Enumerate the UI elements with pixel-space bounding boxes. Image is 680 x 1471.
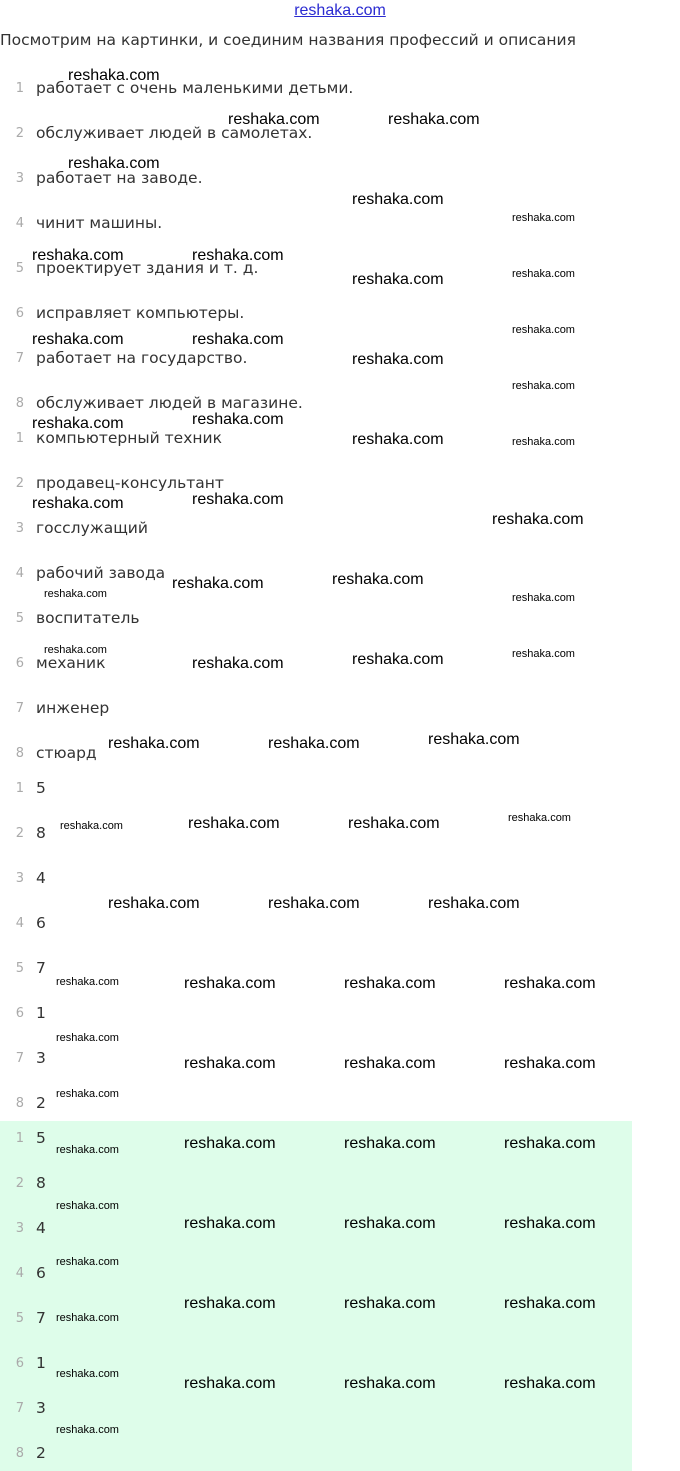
watermark: reshaka.com: [184, 1375, 276, 1392]
watermark: reshaka.com: [56, 1088, 119, 1100]
watermark: reshaka.com: [192, 655, 284, 672]
watermark: reshaka.com: [192, 491, 284, 508]
watermark: reshaka.com: [172, 575, 264, 592]
watermark: reshaka.com: [428, 895, 520, 912]
watermark: reshaka.com: [492, 511, 584, 528]
list-item-number: 7: [15, 351, 24, 366]
list-item-text: чинит машины.: [36, 214, 163, 232]
watermark: reshaka.com: [344, 1375, 436, 1392]
list-item-number: 8: [15, 1096, 24, 1111]
list-item-number: 2: [15, 126, 24, 141]
watermark: reshaka.com: [68, 67, 160, 84]
watermark: reshaka.com: [60, 820, 123, 832]
list-item-text: 2: [36, 1444, 46, 1462]
list-item-number: 1: [15, 81, 24, 96]
list-item-text: 6: [36, 1264, 46, 1282]
list-item-text: продавец-консультант: [36, 474, 224, 492]
list-item-number: 3: [15, 171, 24, 186]
list-item-number: 6: [15, 306, 24, 321]
list-item-text: работает на государство.: [36, 349, 248, 367]
list-item-number: 5: [15, 611, 24, 626]
watermark: reshaka.com: [504, 1135, 596, 1152]
watermark: reshaka.com: [32, 331, 124, 348]
list-item-text: 8: [36, 1174, 46, 1192]
watermark: reshaka.com: [184, 1295, 276, 1312]
list-item-text: 8: [36, 824, 46, 842]
list-item-number: 5: [15, 1311, 24, 1326]
list-item-number: 4: [15, 1266, 24, 1281]
watermark: reshaka.com: [44, 644, 107, 656]
watermark: reshaka.com: [56, 1312, 119, 1324]
list-item-text: работает на заводе.: [36, 169, 203, 187]
list-item-text: рабочий завода: [36, 564, 166, 582]
watermark: reshaka.com: [268, 735, 360, 752]
watermark: reshaka.com: [344, 1295, 436, 1312]
list-item-text: работает с очень маленькими детьми.: [36, 79, 354, 97]
list-item-number: 2: [15, 1176, 24, 1191]
list-item-text: проектирует здания и т. д.: [36, 259, 259, 277]
watermark: reshaka.com: [32, 247, 124, 264]
list-item-text: инженер: [36, 699, 110, 717]
watermark: reshaka.com: [504, 1215, 596, 1232]
list-item-number: 5: [15, 261, 24, 276]
list-item-text: стюард: [36, 744, 97, 762]
watermark: reshaka.com: [512, 268, 575, 280]
list-item-number: 7: [15, 1051, 24, 1066]
watermark: reshaka.com: [508, 812, 571, 824]
watermark: reshaka.com: [56, 1200, 119, 1212]
list-item-number: 3: [15, 1221, 24, 1236]
list-item-text: 3: [36, 1399, 46, 1417]
watermark: reshaka.com: [184, 975, 276, 992]
list-item-text: компьютерный техник: [36, 429, 222, 447]
list-item-text: обслуживает людей в магазине.: [36, 394, 303, 412]
list-item-number: 8: [15, 396, 24, 411]
list-item-text: 1: [36, 1354, 46, 1372]
list-item-text: 2: [36, 1094, 46, 1112]
watermark: reshaka.com: [228, 111, 320, 128]
list-item-number: 3: [15, 871, 24, 886]
list-item-number: 1: [15, 1131, 24, 1146]
list-item-number: 2: [15, 826, 24, 841]
list-item-text: исправляет компьютеры.: [36, 304, 245, 322]
list-item-text: обслуживает людей в самолетах.: [36, 124, 313, 142]
watermark: reshaka.com: [512, 592, 575, 604]
list-item-number: 6: [15, 1356, 24, 1371]
watermark: reshaka.com: [68, 155, 160, 172]
watermark: reshaka.com: [192, 411, 284, 428]
list-item-text: 5: [36, 1129, 46, 1147]
list-item-number: 4: [15, 566, 24, 581]
watermark: reshaka.com: [344, 975, 436, 992]
watermark: reshaka.com: [512, 436, 575, 448]
list-item-text: 1: [36, 1004, 46, 1022]
watermark: reshaka.com: [108, 735, 200, 752]
watermark: reshaka.com: [56, 1368, 119, 1380]
watermark: reshaka.com: [32, 415, 124, 432]
watermark: reshaka.com: [332, 571, 424, 588]
task-title: Посмотрим на картинки, и соединим названия профессий и описания: [0, 31, 576, 49]
list-item-text: воспитатель: [36, 609, 140, 627]
watermark: reshaka.com: [44, 588, 107, 600]
list-item-number: 5: [15, 961, 24, 976]
watermark: reshaka.com: [32, 495, 124, 512]
list-item-text: механик: [36, 654, 106, 672]
watermark: reshaka.com: [56, 976, 119, 988]
watermark: reshaka.com: [504, 1375, 596, 1392]
watermark: reshaka.com: [512, 324, 575, 336]
list-item-number: 2: [15, 476, 24, 491]
watermark: reshaka.com: [56, 1144, 119, 1156]
list-item-text: 7: [36, 959, 46, 977]
list-item-number: 6: [15, 1006, 24, 1021]
watermark: reshaka.com: [56, 1256, 119, 1268]
watermark: reshaka.com: [192, 331, 284, 348]
watermark: reshaka.com: [352, 191, 444, 208]
watermark: reshaka.com: [188, 815, 280, 832]
watermark: reshaka.com: [184, 1215, 276, 1232]
watermark: reshaka.com: [512, 212, 575, 224]
watermark: reshaka.com: [344, 1135, 436, 1152]
list-item-text: госслужащий: [36, 519, 148, 537]
watermark: reshaka.com: [504, 1295, 596, 1312]
watermark: reshaka.com: [352, 651, 444, 668]
list-item-number: 8: [15, 1446, 24, 1461]
list-item-text: 4: [36, 869, 46, 887]
list-item-number: 4: [15, 916, 24, 931]
watermark: reshaka.com: [504, 1055, 596, 1072]
list-item-text: 6: [36, 914, 46, 932]
watermark: reshaka.com: [352, 431, 444, 448]
list-item-number: 7: [15, 701, 24, 716]
watermark: reshaka.com: [184, 1135, 276, 1152]
watermark: reshaka.com: [344, 1055, 436, 1072]
list-item-text: 3: [36, 1049, 46, 1067]
watermark: reshaka.com: [428, 731, 520, 748]
list-item-number: 7: [15, 1401, 24, 1416]
list-item-number: 1: [15, 431, 24, 446]
list-item-number: 1: [15, 781, 24, 796]
watermark: reshaka.com: [348, 815, 440, 832]
watermark: reshaka.com: [268, 895, 360, 912]
watermark: reshaka.com: [352, 351, 444, 368]
list-item-number: 6: [15, 656, 24, 671]
list-item-text: 5: [36, 779, 46, 797]
list-item-number: 3: [15, 521, 24, 536]
watermark: reshaka.com: [344, 1215, 436, 1232]
watermark: reshaka.com: [184, 1055, 276, 1072]
list-item-text: 4: [36, 1219, 46, 1237]
watermark: reshaka.com: [192, 247, 284, 264]
watermark: reshaka.com: [512, 380, 575, 392]
list-item-number: 8: [15, 746, 24, 761]
watermark: reshaka.com: [56, 1424, 119, 1436]
watermark: reshaka.com: [108, 895, 200, 912]
watermark: reshaka.com: [504, 975, 596, 992]
site-header-link[interactable]: reshaka.com: [294, 2, 386, 19]
list-item-number: 4: [15, 216, 24, 231]
list-item-text: 7: [36, 1309, 46, 1327]
watermark: reshaka.com: [512, 648, 575, 660]
watermark: reshaka.com: [388, 111, 480, 128]
watermark: reshaka.com: [352, 271, 444, 288]
watermark: reshaka.com: [56, 1032, 119, 1044]
